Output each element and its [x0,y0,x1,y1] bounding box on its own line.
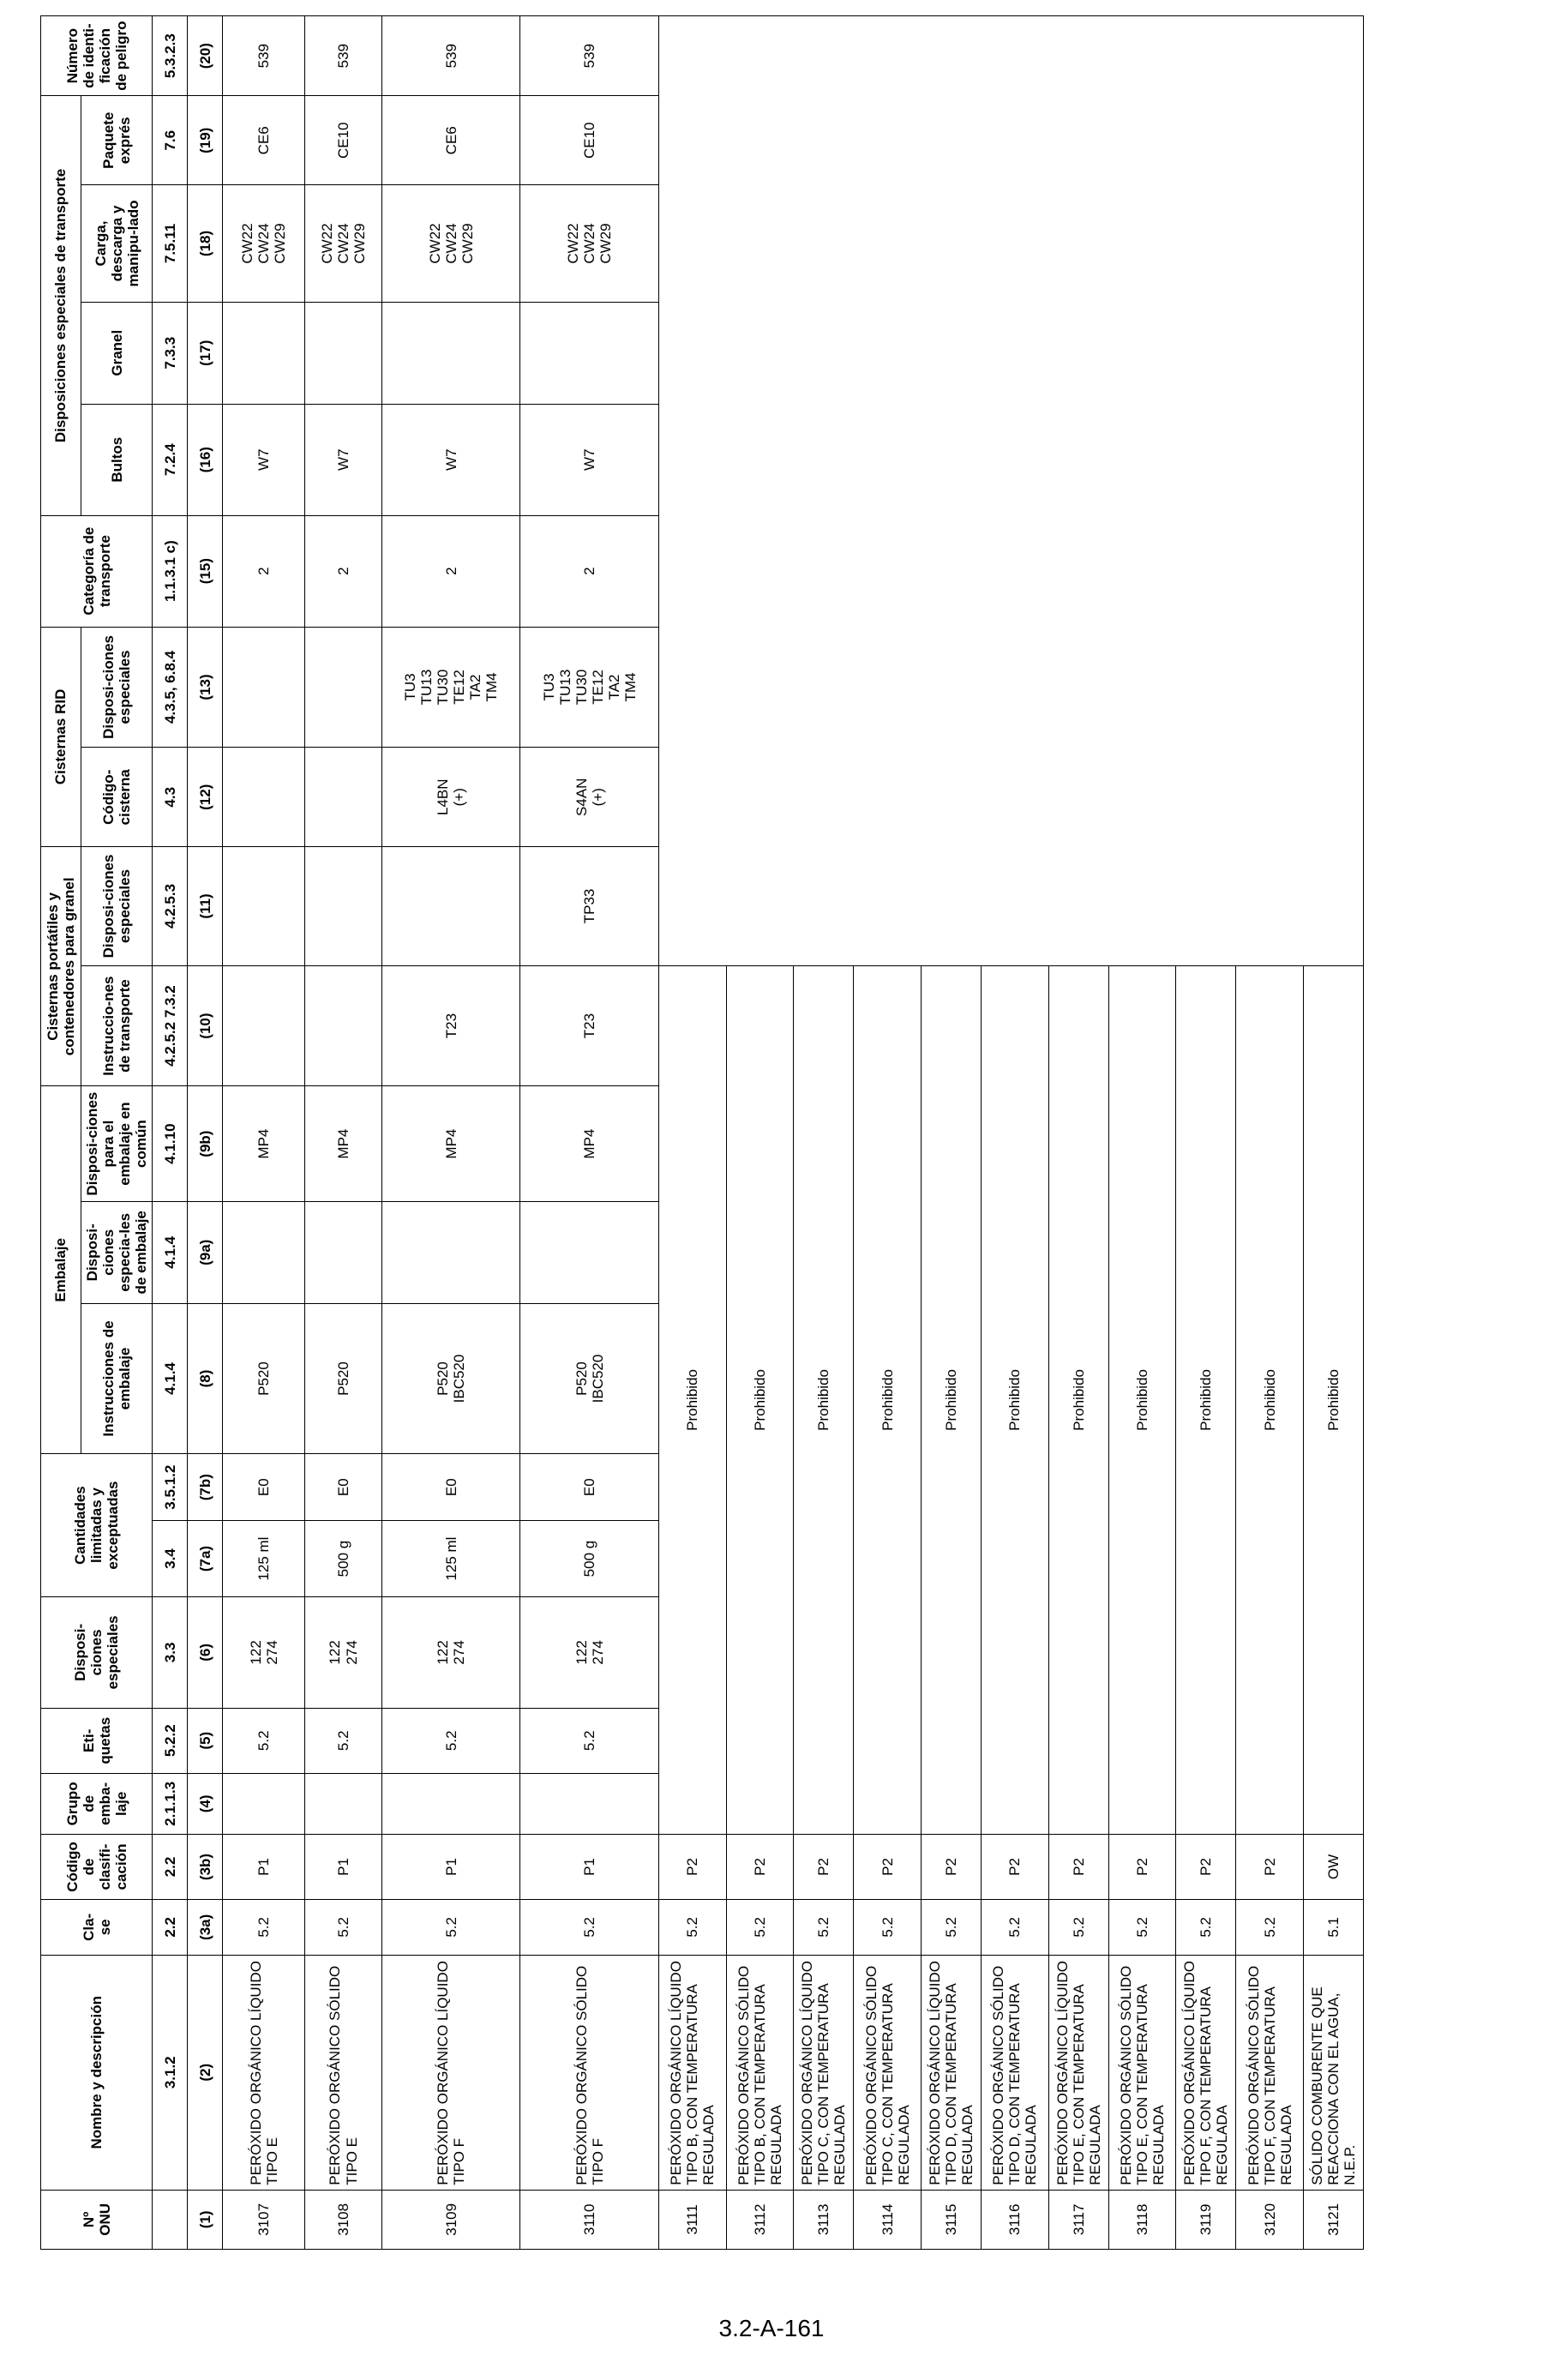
cell-cat: 2 [305,515,382,627]
column-number-cell: (9b) [188,1086,223,1201]
column-number-cell: (19) [188,96,223,185]
cell-cls: 5.2 [1048,1899,1108,1955]
reference-cell: 7.2.4 [153,404,188,515]
column-number-cell: (20) [188,16,223,96]
reference-cell: 5.3.2.3 [153,16,188,96]
reference-cell: 7.6 [153,96,188,185]
rotated-table-container [40,15,1364,2250]
prohibited-cell: Prohibido [1303,965,1363,1834]
prohibited-cell: Prohibido [1108,965,1176,1834]
cell-lbl: 5.2 [223,1708,305,1773]
cell-pi: P520 [223,1303,305,1453]
cell-un: 3109 [381,2190,520,2249]
cell-name: PERÓXIDO ORGÁNICO SÓLIDO TIPO E [305,1955,382,2190]
table-row [223,16,305,2250]
cell-hin: 539 [520,16,659,96]
column-number-cell: (11) [188,847,223,966]
cell-cat: 2 [381,515,520,627]
column-number-cell: (4) [188,1773,223,1834]
reference-cell: 2.2 [153,1899,188,1955]
cell-code: P2 [982,1835,1049,1900]
cell-name: PERÓXIDO ORGÁNICO LÍQUIDO TIPO E [223,1955,305,2190]
cell-blk [381,302,520,404]
header-portable-tanks: Cisternas portátiles y contenedores para granel [41,847,81,1086]
table-row [659,16,727,2250]
cell-un: 3117 [1048,2190,1108,2249]
cell-eq: E0 [381,1454,520,1521]
cell-mp: MP4 [381,1086,520,1201]
column-number-cell: (8) [188,1303,223,1453]
cell-load: CW22 CW24 CW29 [520,185,659,302]
cell-tc: S4AN (+) [520,748,659,847]
header-un-number: Nº ONU [41,2190,153,2249]
cell-tc [223,748,305,847]
cell-exp: CE10 [520,96,659,185]
prohibited-cell: Prohibido [659,965,727,1834]
cell-name: PERÓXIDO ORGÁNICO LÍQUIDO TIPO D, CON TEMPERATURA REGULADA [922,1955,982,2190]
reference-cell: 3.3 [153,1596,188,1708]
cell-load: CW22 CW24 CW29 [223,185,305,302]
cell-rsp: TU3 TU13 TU30 TE12 TA2 TM4 [381,627,520,748]
reference-cell: 3.1.2 [153,1955,188,2190]
reference-cell: 5.2.2 [153,1708,188,1773]
cell-name: PERÓXIDO ORGÁNICO SÓLIDO TIPO B, CON TEMPERATURA REGULADA [726,1955,794,2190]
cell-mp: MP4 [520,1086,659,1201]
cell-name: PERÓXIDO ORGÁNICO LÍQUIDO TIPO C, CON TEMPERATURA REGULADA [794,1955,854,2190]
reference-cell: 4.3.5, 6.8.4 [153,627,188,748]
cell-name: PERÓXIDO ORGÁNICO SÓLIDO TIPO C, CON TEMPERATURA REGULADA [854,1955,922,2190]
prohibited-cell: Prohibido [854,965,922,1834]
reference-cell: 4.1.4 [153,1303,188,1453]
column-number-cell: (5) [188,1708,223,1773]
cell-blk [305,302,382,404]
cell-spp [305,1201,382,1303]
cell-mp: MP4 [305,1086,382,1201]
column-number-cell: (17) [188,302,223,404]
cell-load: CW22 CW24 CW29 [305,185,382,302]
cell-lbl: 5.2 [381,1708,520,1773]
column-number-cell: (7b) [188,1454,223,1521]
cell-cls: 5.2 [381,1899,520,1955]
reference-cell: 4.1.10 [153,1086,188,1201]
prohibited-cell: Prohibido [922,965,982,1834]
reference-cell: 3.4 [153,1521,188,1597]
header-name: Nombre y descripción [41,1955,153,2190]
cell-ti: T23 [520,965,659,1086]
column-number-cell: (3a) [188,1899,223,1955]
cell-blk [223,302,305,404]
header-rid-special: Disposi-ciones especiales [81,627,153,748]
cell-un: 3116 [982,2190,1049,2249]
column-number-cell: (9a) [188,1201,223,1303]
cell-un: 3121 [1303,2190,1363,2249]
column-number-cell: (6) [188,1596,223,1708]
column-number-cell: (7a) [188,1521,223,1597]
header-limited-quantities: Cantidades limitadas y exceptuadas [41,1454,153,1597]
cell-lq: 125 ml [381,1521,520,1597]
header-labels: Eti-quetas [41,1708,153,1773]
reference-cell [153,2190,188,2249]
cell-hin: 539 [381,16,520,96]
cell-code: P2 [726,1835,794,1900]
cell-pg [381,1773,520,1834]
cell-sp: 122 274 [520,1596,659,1708]
cell-lbl: 5.2 [520,1708,659,1773]
cell-cls: 5.2 [1108,1899,1176,1955]
reference-cell: 7.5.11 [153,185,188,302]
header-classification-code: Código de clasifi-cación [41,1835,153,1900]
column-number-cell: (18) [188,185,223,302]
cell-tsp: TP33 [520,847,659,966]
cell-cls: 5.2 [794,1899,854,1955]
header-hazard-id: Número de identi-ficación de peligro [41,16,153,96]
cell-name: PERÓXIDO ORGÁNICO SÓLIDO TIPO F, CON TEMPERATURA REGULADA [1236,1955,1304,2190]
cell-code: P2 [659,1835,727,1900]
cell-code: P2 [1048,1835,1108,1900]
header-packing-group: Grupo de emba-laje [41,1773,153,1834]
cell-cls: 5.2 [922,1899,982,1955]
cell-pkg: W7 [305,404,382,515]
cell-cat: 2 [223,515,305,627]
cell-code: P1 [381,1835,520,1900]
cell-spp [381,1201,520,1303]
cell-mp: MP4 [223,1086,305,1201]
header-packaging: Embalaje [41,1086,81,1454]
reference-cell: 4.1.4 [153,1201,188,1303]
reference-cell: 2.2 [153,1835,188,1900]
cell-exp: CE10 [305,96,382,185]
cell-cls: 5.2 [659,1899,727,1955]
cell-pg [520,1773,659,1834]
cell-un: 3107 [223,2190,305,2249]
cell-name: PERÓXIDO ORGÁNICO LÍQUIDO TIPO F, CON TEMPERATURA REGULADA [1176,1955,1236,2190]
cell-lq: 500 g [305,1521,382,1597]
header-special-packing: Disposi-ciones especia-les de embalaje [81,1201,153,1303]
prohibited-cell: Prohibido [1048,965,1108,1834]
prohibited-cell: Prohibido [1176,965,1236,1834]
cell-un: 3119 [1176,2190,1236,2249]
header-packing-instructions: Instrucciones de embalaje [81,1303,153,1453]
cell-pi: P520 IBC520 [520,1303,659,1453]
cell-pkg: W7 [520,404,659,515]
cell-pg [223,1773,305,1834]
cell-ti [305,965,382,1086]
cell-code: P2 [922,1835,982,1900]
prohibited-cell: Prohibido [982,965,1049,1834]
cell-un: 3120 [1236,2190,1304,2249]
cell-lbl: 5.2 [305,1708,382,1773]
column-number-cell: (1) [188,2190,223,2249]
reference-row [153,16,188,2250]
cell-un: 3110 [520,2190,659,2249]
cell-code: P2 [854,1835,922,1900]
cell-un: 3118 [1108,2190,1176,2249]
cell-code: OW [1303,1835,1363,1900]
cell-name: PERÓXIDO ORGÁNICO SÓLIDO TIPO E, CON TEMPERATURA REGULADA [1108,1955,1176,2190]
cell-un: 3113 [794,2190,854,2249]
cell-eq: E0 [305,1454,382,1521]
empty-cell [659,16,1364,966]
cell-tsp [381,847,520,966]
cell-name: PERÓXIDO ORGÁNICO LÍQUIDO TIPO F [381,1955,520,2190]
cell-blk [520,302,659,404]
cell-hin: 539 [305,16,382,96]
cell-tsp [305,847,382,966]
cell-eq: E0 [520,1454,659,1521]
cell-tc: L4BN (+) [381,748,520,847]
header-rid-tanks: Cisternas RID [41,627,81,847]
cell-cls: 5.2 [520,1899,659,1955]
cell-rsp [223,627,305,748]
cell-sp: 122 274 [381,1596,520,1708]
cell-name: PERÓXIDO ORGÁNICO LÍQUIDO TIPO B, CON TEMPERATURA REGULADA [659,1955,727,2190]
cell-code: P1 [305,1835,382,1900]
cell-lq: 500 g [520,1521,659,1597]
cell-cat: 2 [520,515,659,627]
reference-cell: 2.1.1.3 [153,1773,188,1834]
column-number-cell: (13) [188,627,223,748]
column-number-cell: (15) [188,515,223,627]
cell-name: PERÓXIDO ORGÁNICO LÍQUIDO TIPO E, CON TEMPERATURA REGULADA [1048,1955,1108,2190]
cell-cls: 5.2 [1236,1899,1304,1955]
cell-name: SÓLIDO COMBURENTE QUE REACCIONA CON EL AGUA, N.E.P. [1303,1955,1363,2190]
cell-cls: 5.2 [982,1899,1049,1955]
table-row [305,16,382,2250]
cell-exp: CE6 [223,96,305,185]
cell-name: PERÓXIDO ORGÁNICO SÓLIDO TIPO D, CON TEMPERATURA REGULADA [982,1955,1049,2190]
cell-ti [223,965,305,1086]
header-bulk: Granel [81,302,153,404]
table-row [381,16,520,2250]
header-tank-code: Código-cisterna [81,748,153,847]
column-number-cell: (10) [188,965,223,1086]
cell-cls: 5.2 [1176,1899,1236,1955]
header-class: Cla- se [41,1899,153,1955]
cell-code: P1 [223,1835,305,1900]
cell-pkg: W7 [381,404,520,515]
cell-cls: 5.2 [726,1899,794,1955]
cell-code: P2 [1108,1835,1176,1900]
cell-pi: P520 IBC520 [381,1303,520,1453]
cell-un: 3111 [659,2190,727,2249]
cell-cls: 5.2 [305,1899,382,1955]
header-packages: Bultos [81,404,153,515]
header-transport-category: Categoría de transporte [41,515,153,627]
cell-un: 3114 [854,2190,922,2249]
cell-ti: T23 [381,965,520,1086]
cell-pkg: W7 [223,404,305,515]
prohibited-cell: Prohibido [726,965,794,1834]
cell-tc [305,748,382,847]
reference-cell: 4.2.5.2 7.3.2 [153,965,188,1086]
reference-cell: 1.1.3.1 c) [153,515,188,627]
cell-hin: 539 [223,16,305,96]
cell-un: 3112 [726,2190,794,2249]
cell-code: P1 [520,1835,659,1900]
header-express: Paquete exprés [81,96,153,185]
page-number: 3.2-A-161 [718,2315,825,2341]
cell-spp [520,1201,659,1303]
column-number-cell: (12) [188,748,223,847]
header-special-transport: Disposiciones especiales de transporte [41,96,81,515]
header-mixed-packing: Disposi-ciones para el embalaje en común [81,1086,153,1201]
reference-cell: 7.3.3 [153,302,188,404]
cell-pi: P520 [305,1303,382,1453]
cell-load: CW22 CW24 CW29 [381,185,520,302]
cell-rsp: TU3 TU13 TU30 TE12 TA2 TM4 [520,627,659,748]
cell-pg [305,1773,382,1834]
table-row [520,16,659,2250]
dangerous-goods-table [40,15,1364,2250]
cell-cls: 5.2 [223,1899,305,1955]
reference-cell: 4.2.5.3 [153,847,188,966]
cell-code: P2 [1176,1835,1236,1900]
cell-lq: 125 ml [223,1521,305,1597]
cell-sp: 122 274 [223,1596,305,1708]
cell-rsp [305,627,382,748]
prohibited-cell: Prohibido [794,965,854,1834]
cell-name: PERÓXIDO ORGÁNICO SÓLIDO TIPO F [520,1955,659,2190]
cell-tsp [223,847,305,966]
table-body [223,16,1364,2250]
header-tank-special: Disposi-ciones especiales [81,847,153,966]
reference-cell: 3.5.1.2 [153,1454,188,1521]
column-number-cell: (16) [188,404,223,515]
cell-eq: E0 [223,1454,305,1521]
cell-cls: 5.2 [854,1899,922,1955]
column-number-cell: (2) [188,1955,223,2190]
header-loading: Carga, descarga y manipu-lado [81,185,153,302]
header-special-provisions: Disposi-ciones especiales [41,1596,153,1708]
reference-cell: 4.3 [153,748,188,847]
column-number-row [188,16,223,2250]
cell-code: P2 [1236,1835,1304,1900]
cell-sp: 122 274 [305,1596,382,1708]
cell-code: P2 [794,1835,854,1900]
cell-exp: CE6 [381,96,520,185]
cell-cls: 5.1 [1303,1899,1363,1955]
prohibited-cell: Prohibido [1236,965,1304,1834]
column-number-cell: (3b) [188,1835,223,1900]
cell-un: 3108 [305,2190,382,2249]
cell-spp [223,1201,305,1303]
cell-un: 3115 [922,2190,982,2249]
header-tank-instructions: Instruccio-nes de transporte [81,965,153,1086]
